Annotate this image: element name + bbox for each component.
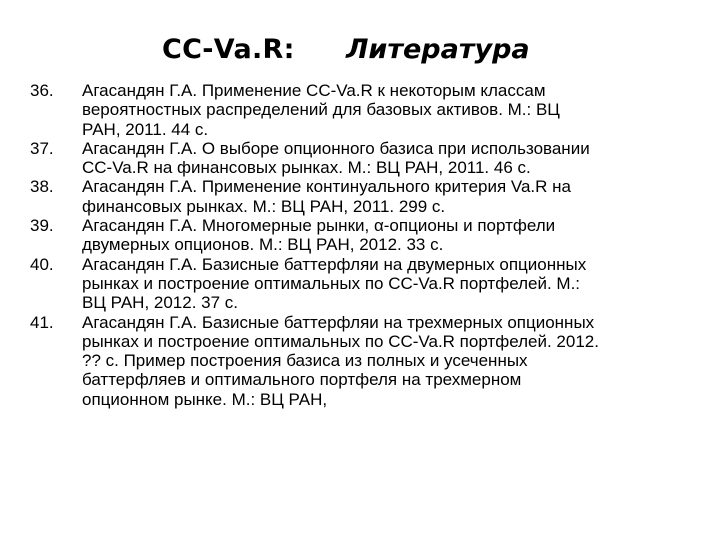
reference-text [82, 177, 700, 216]
reference-list [30, 81, 700, 409]
reference-line: опционном рынке. М.: ВЦ РАН, [82, 389, 328, 409]
reference-text [82, 255, 700, 313]
slide-title [0, 30, 720, 78]
reference-item [30, 177, 700, 216]
reference-line: Агасандян Г.А. Многомерные рынки, α-опционы и портфели [82, 216, 556, 236]
reference-text [82, 313, 700, 409]
reference-text [82, 139, 700, 178]
reference-item [30, 81, 700, 139]
reference-item [30, 139, 700, 178]
reference-line: Агасандян Г.А. Применение континуального критерия Va.R на [82, 177, 571, 197]
reference-line: РАН, 2011. 44 с. [82, 119, 209, 139]
reference-line: CC-Va.R на финансовых рынках. М.: ВЦ РАН, 2011. 46 с. [82, 158, 531, 178]
reference-number: 41. [30, 312, 54, 332]
reference-line: Агасандян Г.А. О выборе опционного базиса при использовании [82, 138, 590, 158]
reference-number: 37. [30, 138, 54, 158]
reference-item [30, 313, 700, 409]
reference-number: 36. [30, 81, 54, 100]
reference-line: двумерных опционов. М.: ВЦ РАН, 2012. 33 с. [82, 235, 444, 255]
reference-line: Агасандян Г.А. Базисные баттерфляи на двумерных опционных [82, 254, 587, 274]
reference-number: 40. [30, 254, 54, 274]
reference-line: ?? с. Пример построения базиса из полных и усеченных [82, 351, 528, 371]
reference-number: 38. [30, 177, 54, 197]
reference-item [30, 255, 700, 313]
reference-line: рынках и построение оптимальных по CC-Va.R портфелей. 2012. [82, 331, 599, 351]
reference-number: 39. [30, 216, 54, 236]
reference-line: Агасандян Г.А. Базисные баттерфляи на трехмерных опционных [82, 312, 595, 332]
reference-text [82, 81, 700, 139]
reference-line: финансовых рынках. М.: ВЦ РАН, 2011. 299 с. [82, 196, 446, 216]
reference-line: баттерфляев и оптимального портфеля на трехмерном [82, 370, 522, 390]
reference-line: ВЦ РАН, 2012. 37 с. [82, 293, 239, 313]
reference-line: вероятностных распределений для базовых активов. М.: ВЦ [82, 100, 560, 120]
reference-item [30, 216, 700, 255]
title-sub: Литература [346, 34, 530, 65]
title-main: СС-Va.R: [162, 34, 295, 65]
reference-line: Агасандян Г.А. Применение СС-Va.R к некоторым классам [82, 81, 546, 100]
reference-text [82, 216, 700, 255]
reference-line: рынках и построение оптимальных по CC-Va.R портфелей. М.: [82, 273, 581, 293]
